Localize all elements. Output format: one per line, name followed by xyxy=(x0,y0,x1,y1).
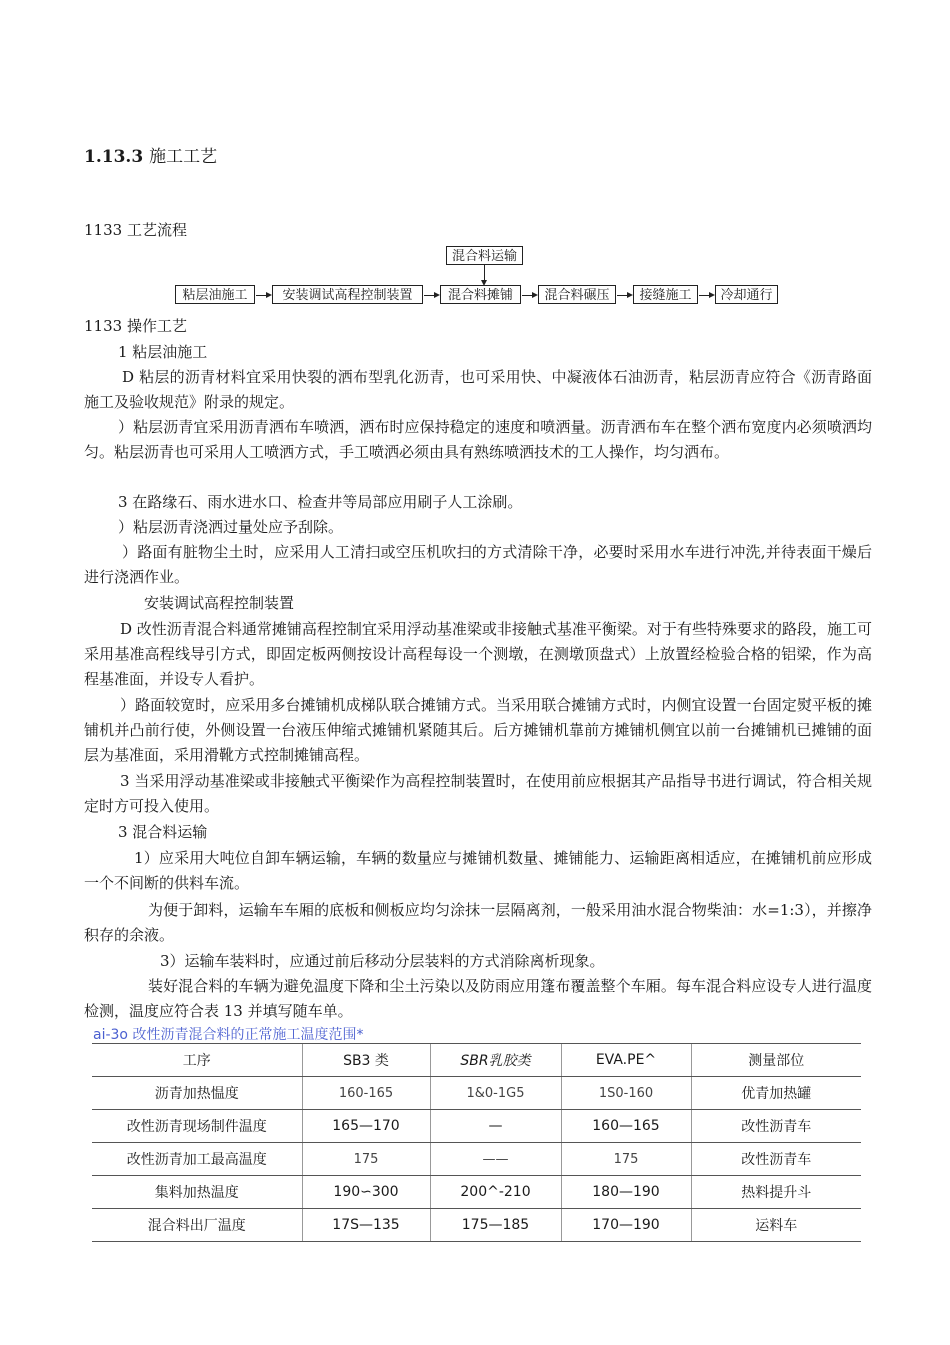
table-row xyxy=(92,1077,861,1110)
flow-box-step-6: 冷却通行 xyxy=(715,285,778,304)
flow-box-step-1: 粘层油施工 xyxy=(175,285,255,304)
flow-arrow-5 xyxy=(699,295,713,296)
table-cell: 沥青加热愠度 xyxy=(92,1077,302,1110)
paragraph: 为便于卸料，运输车车厢的底板和侧板应均匀涂抹一层隔离剂，一般采用油水混合物柴油：水=1:3），并擦净积存的余液。 xyxy=(84,901,872,944)
column-header: SB3 类 xyxy=(302,1044,430,1077)
table-caption: ai-3o 改性沥青混合料的正常施工温度范围* xyxy=(93,1027,364,1043)
table-cell: 190∽300 xyxy=(302,1176,430,1209)
table-row xyxy=(92,1110,861,1143)
table-cell: 改性沥青加工最高温度 xyxy=(92,1143,302,1176)
table-cell: 160-165 xyxy=(302,1077,430,1110)
table-row xyxy=(92,1209,861,1242)
table-cell: 165—170 xyxy=(302,1110,430,1143)
ops-title: 1133 操作工艺 xyxy=(84,317,187,335)
flow-title: 1133 工艺流程 xyxy=(84,221,187,239)
paragraph: ）路面较宽时，应采用多台摊铺机成梯队联合摊铺方式。当采用联合摊铺方式时，内侧宜设置一台固定熨平板的摊铺机并凸前行使，外侧设置一台液压伸缩式摊铺机紧随其后。后方摊铺机靠前方摊铺机侧宜以前一台摊铺机已摊铺的面层为基准面，采用滑靴方式控制摊铺高程。 xyxy=(84,696,872,764)
paragraph: 1）应采用大吨位自卸车辆运输，车辆的数量应与摊铺机数量、摊铺能力、运输距离相适应，在摊铺机前应形成一个不间断的供料车流。 xyxy=(84,849,872,892)
section-title: 施工工艺 xyxy=(149,147,218,167)
table-cell: 170—190 xyxy=(561,1209,691,1242)
paragraph: D 粘层的沥青材料宜采用快裂的洒布型乳化沥青，也可采用快、中凝液体石油沥青，粘层沥青应符合《沥青路面施工及验收规范》附录的规定。 xyxy=(84,368,872,411)
temperature-table xyxy=(92,1043,861,1242)
flow-arrow-3 xyxy=(522,295,536,296)
table-cell: — xyxy=(430,1110,561,1143)
paragraph: 装好混合料的车辆为避免温度下降和尘土污染以及防雨应用篷布覆盖整个车厢。每车混合料应设专人进行温度检测，温度应符合表 13 并填写随车单。 xyxy=(84,977,872,1020)
flow-arrow-down xyxy=(484,265,485,284)
paragraph: 3 当采用浮动基准梁或非接触式平衡梁作为高程控制装置时，在使用前应根据其产品指导书进行调试，符合相关规定时方可投入使用。 xyxy=(84,772,872,815)
flow-box-step-3: 混合料摊铺 xyxy=(440,285,521,304)
table-cell: 175 xyxy=(302,1143,430,1176)
table-cell: 1&0-1G5 xyxy=(430,1077,561,1110)
flow-arrow-4 xyxy=(617,295,631,296)
flow-box-step-5: 接缝施工 xyxy=(633,285,698,304)
table-cell: 160—165 xyxy=(561,1110,691,1143)
table-cell: 热料提升斗 xyxy=(691,1176,861,1209)
paragraph: 3）运输车装料时，应通过前后移动分层装料的方式消除离析现象。 xyxy=(160,952,605,970)
item-heading: 1 粘层油施工 xyxy=(118,343,208,361)
table-cell: 1S0-160 xyxy=(561,1077,691,1110)
column-header: 测量部位 xyxy=(691,1044,861,1077)
section-number: 1.13.3 xyxy=(84,147,144,167)
paragraph: ）路面有脏物尘土时，应采用人工清扫或空压机吹扫的方式清除干净，必要时采用水车进行冲洗,并待表面干燥后进行浇洒作业。 xyxy=(84,543,872,586)
flow-box-step-2: 安装调试高程控制装置 xyxy=(272,285,423,304)
table-cell: 优青加热罐 xyxy=(691,1077,861,1110)
paragraph: D 改性沥青混合料通常摊铺高程控制宜采用浮动基准梁或非接触式基准平衡梁。对于有些特殊要求的路段，施工可采用基准高程线导引方式，即固定板两侧按设计高程每设一个测墩，在测墩顶盘式）上放置经检验合格的铝梁，作为高程基准面，并设专人看护。 xyxy=(84,620,872,688)
table-cell: 改性沥青现场制件温度 xyxy=(92,1110,302,1143)
flow-arrow-2 xyxy=(424,295,438,296)
table-row xyxy=(92,1176,861,1209)
section-heading xyxy=(84,142,217,167)
item-heading: 安装调试高程控制装置 xyxy=(144,594,295,612)
table-cell: 200^-210 xyxy=(430,1176,561,1209)
flow-box-step-4: 混合料碾压 xyxy=(538,285,616,304)
table-row xyxy=(92,1143,861,1176)
table-cell: 180—190 xyxy=(561,1176,691,1209)
column-header: 工序 xyxy=(92,1044,302,1077)
table-cell: 改性沥青车 xyxy=(691,1110,861,1143)
table-cell: 175 xyxy=(561,1143,691,1176)
table-cell: 运料车 xyxy=(691,1209,861,1242)
paragraph: ）粘层沥青浇洒过量处应予刮除。 xyxy=(118,518,344,536)
table-cell: —— xyxy=(430,1143,561,1176)
table-cell: 改性沥青车 xyxy=(691,1143,861,1176)
column-header: SBR乳胶类 xyxy=(430,1044,561,1077)
flow-box-transport: 混合料运输 xyxy=(446,246,523,265)
table-cell: 17S—135 xyxy=(302,1209,430,1242)
item-heading: 3 混合料运输 xyxy=(118,823,208,841)
flow-arrow-1 xyxy=(256,295,270,296)
table-cell: 175—185 xyxy=(430,1209,561,1242)
paragraph: ）粘层沥青宜采用沥青洒布车喷洒，洒布时应保持稳定的速度和喷洒量。沥青洒布车在整个洒布宽度内必须喷洒均匀。粘层沥青也可采用人工喷洒方式，手工喷洒必须由具有熟练喷洒技术的工人操作，均匀洒布。 xyxy=(84,418,872,461)
table-header-row xyxy=(92,1044,861,1077)
table-cell: 混合料出厂温度 xyxy=(92,1209,302,1242)
table-cell: 集料加热温度 xyxy=(92,1176,302,1209)
column-header: EVA.PE^ xyxy=(561,1044,691,1077)
paragraph: 3 在路缘石、雨水进水口、检查井等局部应用刷子人工涂刷。 xyxy=(118,493,523,511)
